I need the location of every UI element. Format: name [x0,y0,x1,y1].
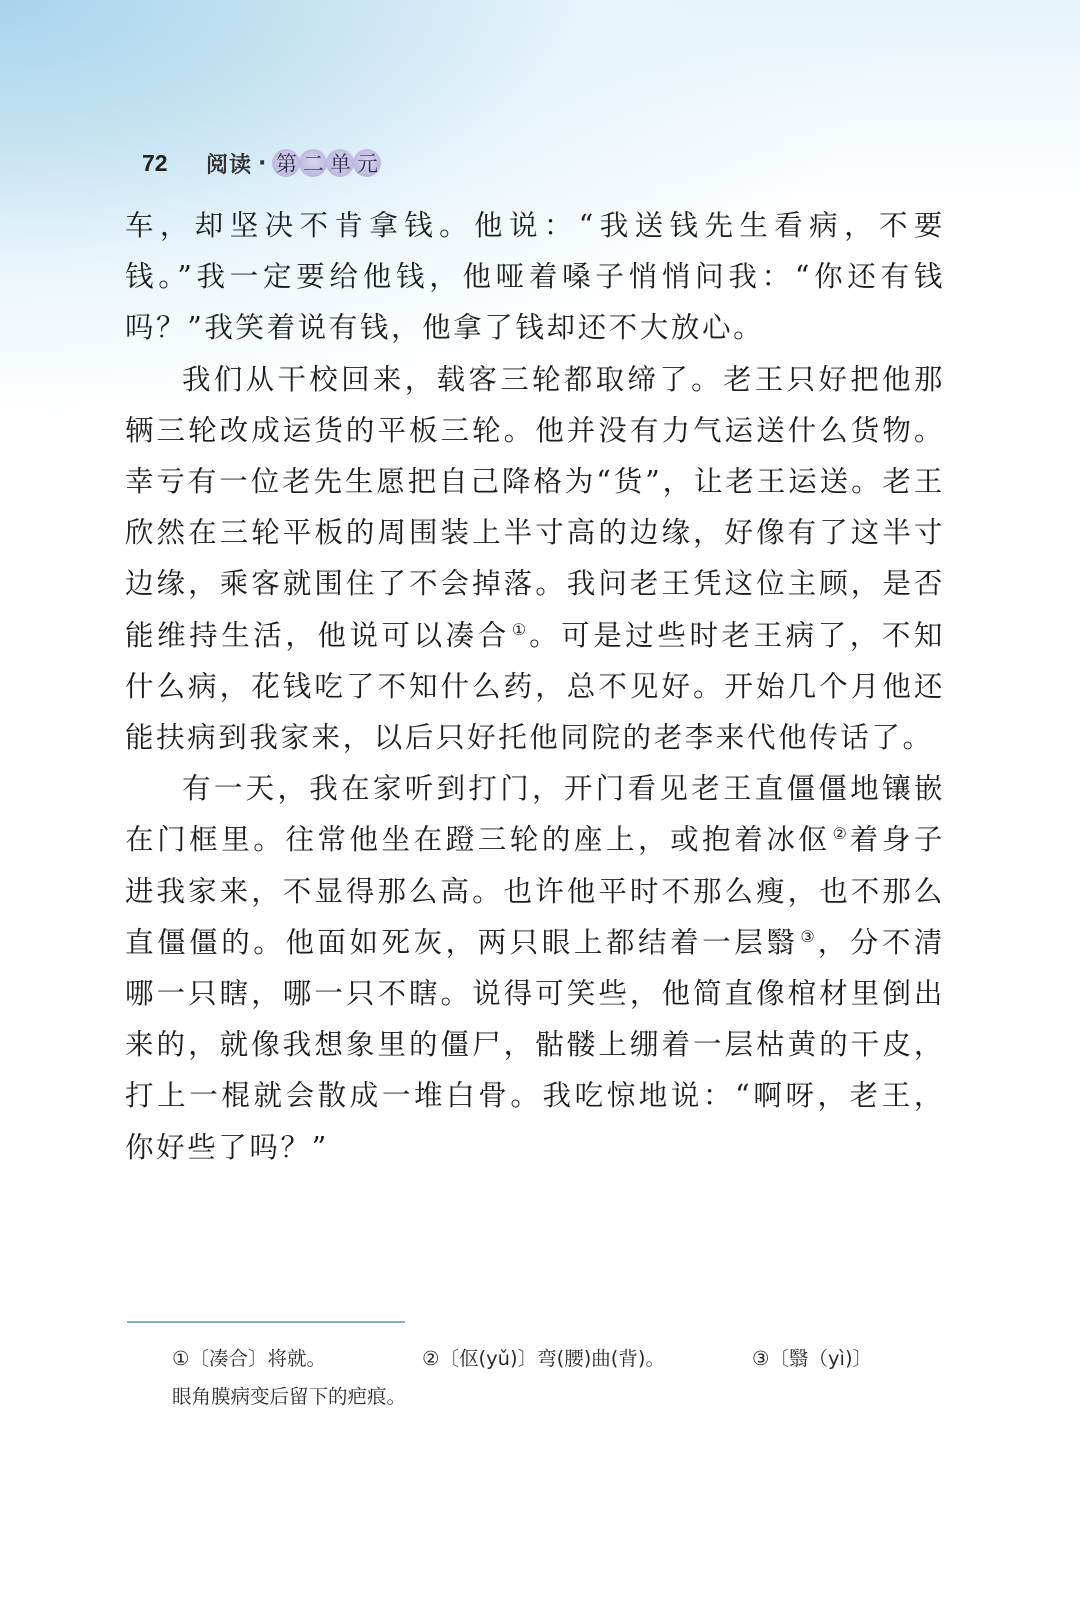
footnote-3-continuation: 眼角膜病变后留下的疤痕。 [172,1385,407,1408]
paragraph-text: 有一天，我在家听到打门，开门看见老王直僵僵地镶嵌在门框里。往常他坐在蹬三轮的座上，或抱着冰伛 [125,772,945,857]
page-number: 72 [142,149,168,176]
footnote-ref-1[interactable]: ① [511,619,528,639]
footnote-ref-2[interactable]: ② [832,824,848,844]
paragraph-text: ，分不清哪一只瞎，哪一只不瞎。说得可笑些，他简直像棺材里倒出来的，就像我想象里的僵尸，骷髅上绷着一层枯黄的干皮，打上一棍就会散成一堆白骨。我吃惊地说：“啊呀，老王，你好些了吗？” [125,925,946,1164]
paragraph [125,763,945,1173]
footnote-1: ①〔凑合〕将就。 [172,1347,326,1370]
unit-badge-char: 二 [299,149,327,177]
section-label: 阅读 [206,152,253,178]
paragraph-text: 我们从干校回来，载客三轮都取缔了。老王只好把他那辆三轮改成运货的平板三轮。他并没有力气运送什么货物。幸亏有一位老先生愿把自己降格为“货”，让老王运送。老王欣然在三轮平板的周围装上半寸高的边缘，好像有了这半寸边缘，乘客就围住了不会掉落。我问老王凭这位主顾，是否能维持生活，他说可以凑合 [125,362,945,652]
footnote-line [172,1378,962,1416]
paragraph [125,200,945,354]
footnote-ref-3[interactable]: ③ [800,926,816,946]
page-header [142,146,380,180]
paragraph-text: 车，却坚决不肯拿钱。他说：“我送钱先生看病，不要钱。”我一定要给他钱，他哑着嗓子悄悄问我：“你还有钱吗？”我笑着说有钱，他拿了钱却还不大放心。 [125,209,945,345]
paragraph-text: 着身子进我家来，不显得那么高。也许他平时不那么瘦，也不那么直僵僵的。他面如死灰，两只眼上都结着一层翳 [125,823,945,959]
footnote-3: ③〔翳（yì)〕 [752,1347,873,1370]
paragraph-text: 。可是过些时老王病了，不知什么病，花钱吃了不知什么药，总不见好。开始几个月他还能扶病到我家来，以后只好托他同院的老李来代他传话了。 [125,618,945,755]
footnote-2: ②〔伛(yǔ)〕弯(腰)曲(背)。 [422,1347,666,1370]
footnotes [172,1340,962,1416]
section-separator: · [258,150,267,176]
unit-badge-char: 第 [272,149,300,177]
unit-badge [272,149,380,177]
footnote-divider [127,1321,405,1323]
article-body [125,200,945,1173]
paragraph [125,354,945,764]
footnote-line [172,1340,962,1378]
unit-badge-char: 元 [353,149,381,177]
unit-badge-char: 单 [326,149,354,177]
